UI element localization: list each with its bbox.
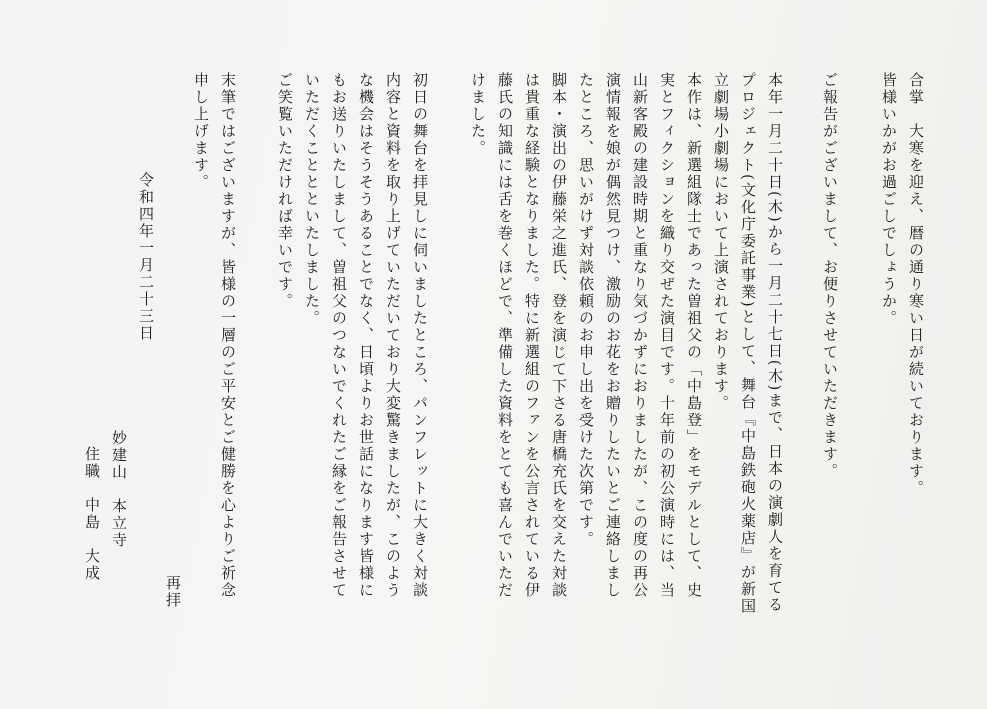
text-line-7: 本作は、新選組隊士であった曽祖父の「中島登」をモデルとして、史 <box>685 72 703 599</box>
text-line-9: 山新客殿の建設時期と重なり気づかずにおりましたが、この度の再公 <box>631 72 649 599</box>
text-line-8: 実とフィクションを織り交ぜた演目です。十年前の初公演時には、当 <box>658 72 676 599</box>
text-line-10: 演情報を娘が偶然見つけ、激励のお花をお贈りしたいとご連絡しまし <box>604 72 622 599</box>
temple-name: 妙建山 本立寺 <box>110 430 128 549</box>
text-line-15: けました。 <box>469 72 487 157</box>
text-line-17: 内容と資料を取り上げていただいており大変驚きましたが、このよう <box>384 72 402 599</box>
signer-name: 住職 中島 大成 <box>83 446 101 582</box>
text-line-20: いただくこととといたしました。 <box>303 72 321 327</box>
text-line-21: ご笑覧いただければ幸いです。 <box>276 72 294 310</box>
text-line-5: プロジェクト(文化庁委託事業)として、舞台『中島鉄砲火薬店』が新国 <box>739 72 757 615</box>
text-line-16: 初日の舞台を拝見しに伺いましたところ、パンフレットに大きく対談 <box>411 72 429 599</box>
closing-saihai: 再拝 <box>164 575 182 609</box>
text-line-23: 申し上げます。 <box>192 72 210 191</box>
text-line-12: 脚本・演出の伊藤栄之進氏、登を演じて下さる唐橋充氏を交えた対談 <box>550 72 568 599</box>
text-line-6: 立劇場小劇場において上演されております。 <box>712 72 730 412</box>
text-line-11: たところ、思いがけず対談依頼のお申し出を受けた次第です。 <box>577 72 595 548</box>
text-line-18: な機会はそうそうあることでなく、日頃よりお世話になります皆様に <box>357 72 375 599</box>
text-line-13: は貴重な経験となりました。特に新選組のファンを公言されている伊 <box>523 72 541 599</box>
text-line-4: 本年一月二十日(木)から一月二十七日(木)まで、日本の演劇人を育てる <box>766 72 784 614</box>
text-line-19: もお送りいたしまして、曽祖父のつないでくれたご縁をご報告させて <box>330 72 348 599</box>
letter-date: 令和四年一月二十三日 <box>137 172 155 342</box>
text-line-14: 藤氏の知識には舌を巻くほどで、準備した資料をとても喜んでいただ <box>496 72 514 599</box>
text-line-2: 皆様いかがお過ごしでしょうか。 <box>880 72 898 327</box>
text-line-22: 末筆ではございますが、皆様の一層のご平安とご健勝を心よりご祈念 <box>219 72 237 599</box>
text-line-1: 合掌 大寒を迎え、暦の通り寒い日が続いております。 <box>907 72 925 497</box>
text-line-3: ご報告がございまして、お便りさせていただきます。 <box>821 72 839 480</box>
